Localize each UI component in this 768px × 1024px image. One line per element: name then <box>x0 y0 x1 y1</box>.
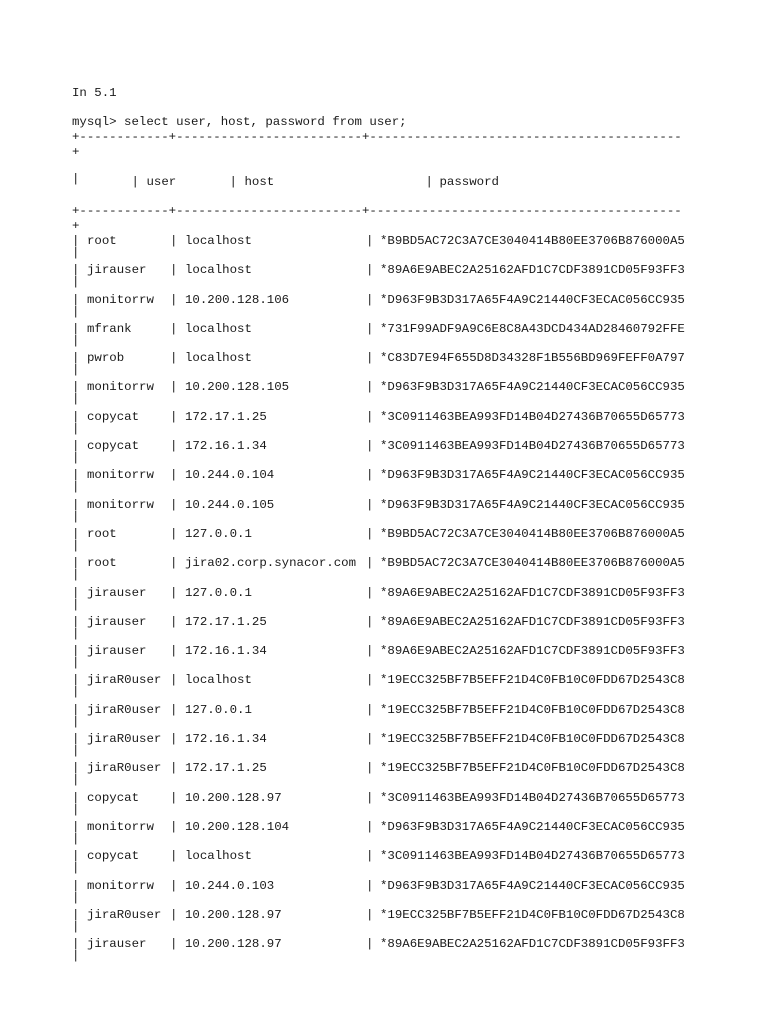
table-row <box>72 791 712 820</box>
table-row <box>72 673 712 702</box>
cell-user: jirauser <box>87 937 147 952</box>
table-row <box>72 820 712 849</box>
column-divider: | <box>366 380 374 395</box>
cell-user: jiraR0user <box>87 702 162 717</box>
row-end-divider: | <box>72 773 80 788</box>
row-end-divider: | <box>72 831 80 846</box>
table-row <box>72 439 712 468</box>
cell-password: *D963F9B3D317A65F4A9C21440CF3ECAC056CC935 <box>380 292 685 307</box>
cell-password: *B9BD5AC72C3A7CE3040414B80EE3706B876000A5 <box>380 556 685 571</box>
cell-user: copycat <box>87 849 140 864</box>
cell-password: *89A6E9ABEC2A25162AFD1C7CDF3891CD05F93FF3 <box>380 937 685 952</box>
cell-host: 172.16.1.34 <box>185 732 267 747</box>
column-divider: | <box>72 263 80 278</box>
cell-user: jiraR0user <box>87 673 162 688</box>
cell-host: localhost <box>185 351 252 366</box>
column-divider: | <box>366 439 374 454</box>
column-divider: | <box>366 614 374 629</box>
column-divider: | <box>72 614 80 629</box>
column-divider: | <box>366 234 374 248</box>
cell-host: localhost <box>185 321 252 336</box>
table-row <box>72 468 712 497</box>
cell-user: monitorrw <box>87 497 154 512</box>
column-divider: | <box>72 937 80 952</box>
row-end-divider: | <box>72 714 80 729</box>
column-divider: | <box>72 585 80 600</box>
cell-password: *19ECC325BF7B5EFF21D4C0FB10C0FDD67D2543C8 <box>380 732 685 747</box>
row-end-divider: | <box>72 421 80 436</box>
cell-host: 172.17.1.25 <box>185 409 267 424</box>
table-row <box>72 908 712 937</box>
cell-password: *89A6E9ABEC2A25162AFD1C7CDF3891CD05F93FF3 <box>380 263 685 278</box>
column-divider: | <box>366 819 374 834</box>
column-divider: | <box>170 321 178 336</box>
table-row <box>72 527 712 556</box>
version-line: In 5.1 <box>72 86 117 100</box>
cell-host: 172.16.1.34 <box>185 439 267 454</box>
column-divider: | <box>366 263 374 278</box>
cell-user: pwrob <box>87 351 125 366</box>
column-divider: | <box>170 409 178 424</box>
cell-user: jirauser <box>87 263 147 278</box>
cell-password: *19ECC325BF7B5EFF21D4C0FB10C0FDD67D2543C8 <box>380 761 685 776</box>
document-page <box>72 86 712 966</box>
cell-user: jiraR0user <box>87 732 162 747</box>
row-end-divider: | <box>72 597 80 612</box>
table-row <box>72 703 712 732</box>
column-divider: | <box>366 790 374 805</box>
row-end-divider: | <box>72 509 80 524</box>
cell-user: mfrank <box>87 321 132 336</box>
table-row <box>72 732 712 761</box>
column-divider: | <box>366 907 374 922</box>
cell-password: *B9BD5AC72C3A7CE3040414B80EE3706B876000A5 <box>380 526 685 541</box>
column-divider: | <box>72 819 80 834</box>
cell-host: localhost <box>185 849 252 864</box>
table-row <box>72 293 712 322</box>
column-divider: | <box>72 468 80 483</box>
cell-password: *89A6E9ABEC2A25162AFD1C7CDF3891CD05F93FF3 <box>380 585 685 600</box>
cell-user: copycat <box>87 439 140 454</box>
column-divider: | <box>366 732 374 747</box>
column-divider: | <box>366 585 374 600</box>
column-divider: | <box>366 526 374 541</box>
query-line: mysql> select user, host, password from user; <box>72 115 407 129</box>
column-divider: | <box>170 673 178 688</box>
row-end-divider: | <box>72 568 80 583</box>
table-row <box>72 351 712 380</box>
cell-user: copycat <box>87 409 140 424</box>
row-end-divider: | <box>72 392 80 407</box>
row-end-divider: | <box>72 538 80 553</box>
column-divider: | <box>170 292 178 307</box>
cell-host: 172.17.1.25 <box>185 614 267 629</box>
cell-host: localhost <box>185 673 252 688</box>
row-end-divider: | <box>72 363 80 378</box>
column-divider: | <box>72 439 80 454</box>
column-divider: | <box>72 907 80 922</box>
cell-host: 10.244.0.103 <box>185 878 275 893</box>
cell-password: *D963F9B3D317A65F4A9C21440CF3ECAC056CC935 <box>380 497 685 512</box>
table-row <box>72 644 712 673</box>
cell-user: monitorrw <box>87 878 154 893</box>
cell-host: 10.200.128.106 <box>185 292 290 307</box>
cell-host: jira02.corp.synacor.com <box>185 556 357 571</box>
column-divider: | <box>170 761 178 776</box>
cell-password: *D963F9B3D317A65F4A9C21440CF3ECAC056CC935 <box>380 380 685 395</box>
column-divider: | <box>170 644 178 659</box>
cell-password: *D963F9B3D317A65F4A9C21440CF3ECAC056CC935 <box>380 878 685 893</box>
cell-host: 127.0.0.1 <box>185 702 252 717</box>
column-divider: | <box>366 497 374 512</box>
column-divider: | <box>170 497 178 512</box>
column-divider: | <box>72 732 80 747</box>
column-divider: | <box>229 175 237 189</box>
cell-password: *3C0911463BEA993FD14B04D27436B70655D65773 <box>380 790 685 805</box>
column-divider: | <box>366 556 374 571</box>
row-end-divider: | <box>72 480 80 495</box>
cell-user: jirauser <box>87 644 147 659</box>
cell-user: root <box>87 234 117 248</box>
table-row <box>72 263 712 292</box>
column-divider: | <box>72 878 80 893</box>
row-end-divider: | <box>72 275 80 290</box>
table-row <box>72 556 712 585</box>
cell-user: root <box>87 556 117 571</box>
column-divider: | <box>170 907 178 922</box>
cell-user: jirauser <box>87 614 147 629</box>
row-end-divider: | <box>72 246 80 260</box>
column-divider: | <box>72 761 80 776</box>
column-divider: | <box>170 790 178 805</box>
column-divider: | <box>72 526 80 541</box>
row-end-divider: | <box>72 802 80 817</box>
table-row <box>72 879 712 908</box>
row-end-divider: | <box>72 861 80 876</box>
column-divider: | <box>366 468 374 483</box>
cell-host: 127.0.0.1 <box>185 526 252 541</box>
column-header-user: user <box>146 175 177 189</box>
cell-user: copycat <box>87 790 140 805</box>
column-divider: | <box>72 790 80 805</box>
column-divider: | <box>170 556 178 571</box>
table-top-border: +------------+-------------------------+------------------------------------------ <box>72 130 682 144</box>
column-divider: | <box>170 585 178 600</box>
cell-user: jiraR0user <box>87 907 162 922</box>
cell-host: localhost <box>185 234 252 248</box>
column-divider: | <box>131 175 139 189</box>
cell-password: *D963F9B3D317A65F4A9C21440CF3ECAC056CC935 <box>380 819 685 834</box>
column-header-host: host <box>244 175 275 189</box>
row-end-divider: | <box>72 744 80 759</box>
cell-host: 10.244.0.104 <box>185 468 275 483</box>
cell-host: localhost <box>185 263 252 278</box>
table-row <box>72 322 712 351</box>
cell-password: *19ECC325BF7B5EFF21D4C0FB10C0FDD67D2543C8 <box>380 907 685 922</box>
column-divider: | <box>72 849 80 864</box>
table-row <box>72 498 712 527</box>
column-divider: | <box>170 263 178 278</box>
cell-password: *19ECC325BF7B5EFF21D4C0FB10C0FDD67D2543C8 <box>380 702 685 717</box>
cell-password: *3C0911463BEA993FD14B04D27436B70655D65773 <box>380 409 685 424</box>
cell-host: 10.200.128.97 <box>185 790 282 805</box>
column-divider: | <box>72 351 80 366</box>
column-divider: | <box>72 409 80 424</box>
table-header-row <box>72 160 712 204</box>
cell-user: monitorrw <box>87 468 154 483</box>
table-row <box>72 937 712 966</box>
column-divider: | <box>366 321 374 336</box>
column-divider: | <box>170 878 178 893</box>
column-divider: | <box>366 702 374 717</box>
cell-host: 10.200.128.97 <box>185 937 282 952</box>
row-end-divider: | <box>72 626 80 641</box>
cell-host: 172.17.1.25 <box>185 761 267 776</box>
cell-password: *D963F9B3D317A65F4A9C21440CF3ECAC056CC935 <box>380 468 685 483</box>
column-divider: | <box>72 292 80 307</box>
column-divider: | <box>170 702 178 717</box>
column-divider: | <box>72 702 80 717</box>
cell-password: *B9BD5AC72C3A7CE3040414B80EE3706B876000A5 <box>380 234 685 248</box>
row-end-divider: | <box>72 656 80 671</box>
column-divider: | <box>170 351 178 366</box>
cell-user: root <box>87 526 117 541</box>
cell-password: *C83D7E94F655D8D34328F1B556BD969FEFF0A797 <box>380 351 685 366</box>
row-end-divider: | <box>72 333 80 348</box>
table-row <box>72 761 712 790</box>
cell-host: 10.244.0.105 <box>185 497 275 512</box>
result-table <box>72 130 712 966</box>
column-divider: | <box>366 351 374 366</box>
cell-user: jirauser <box>87 585 147 600</box>
column-divider: | <box>170 439 178 454</box>
table-row <box>72 849 712 878</box>
cell-user: monitorrw <box>87 819 154 834</box>
row-end-divider: | <box>72 304 80 319</box>
column-divider: | <box>72 234 80 248</box>
row-end-divider: | <box>72 172 80 186</box>
row-end-divider: | <box>72 890 80 905</box>
column-divider: | <box>425 175 433 189</box>
column-divider: | <box>366 292 374 307</box>
table-row <box>72 615 712 644</box>
table-border-plus: + <box>72 219 80 233</box>
row-end-divider: | <box>72 919 80 934</box>
cell-host: 10.200.128.97 <box>185 907 282 922</box>
column-divider: | <box>366 761 374 776</box>
row-end-divider: | <box>72 451 80 466</box>
table-row <box>72 234 712 263</box>
column-divider: | <box>366 644 374 659</box>
cell-user: monitorrw <box>87 380 154 395</box>
column-divider: | <box>170 849 178 864</box>
column-divider: | <box>366 937 374 952</box>
table-row <box>72 410 712 439</box>
cell-user: monitorrw <box>87 292 154 307</box>
table-body <box>72 234 712 966</box>
cell-password: *3C0911463BEA993FD14B04D27436B70655D65773 <box>380 439 685 454</box>
column-divider: | <box>366 409 374 424</box>
column-divider: | <box>72 497 80 512</box>
column-divider: | <box>366 673 374 688</box>
column-divider: | <box>170 380 178 395</box>
column-divider: | <box>72 556 80 571</box>
column-divider: | <box>72 380 80 395</box>
cell-password: *89A6E9ABEC2A25162AFD1C7CDF3891CD05F93FF3 <box>380 614 685 629</box>
column-divider: | <box>170 819 178 834</box>
column-divider: | <box>170 937 178 952</box>
column-divider: | <box>170 732 178 747</box>
row-end-divider: | <box>72 949 80 964</box>
column-divider: | <box>170 526 178 541</box>
column-divider: | <box>72 644 80 659</box>
table-row <box>72 586 712 615</box>
column-divider: | <box>366 849 374 864</box>
cell-host: 172.16.1.34 <box>185 644 267 659</box>
cell-host: 10.200.128.105 <box>185 380 290 395</box>
cell-password: *19ECC325BF7B5EFF21D4C0FB10C0FDD67D2543C8 <box>380 673 685 688</box>
cell-password: *89A6E9ABEC2A25162AFD1C7CDF3891CD05F93FF3 <box>380 644 685 659</box>
cell-user: jiraR0user <box>87 761 162 776</box>
table-border-plus: + <box>72 145 80 159</box>
column-header-password: password <box>439 175 499 189</box>
column-divider: | <box>170 614 178 629</box>
row-end-divider: | <box>72 685 80 700</box>
cell-host: 10.200.128.104 <box>185 819 290 834</box>
column-divider: | <box>170 234 178 248</box>
column-divider: | <box>72 321 80 336</box>
table-row <box>72 380 712 409</box>
column-divider: | <box>366 878 374 893</box>
cell-password: *3C0911463BEA993FD14B04D27436B70655D65773 <box>380 849 685 864</box>
table-header-border: +------------+-------------------------+------------------------------------------ <box>72 204 682 218</box>
column-divider: | <box>72 673 80 688</box>
cell-host: 127.0.0.1 <box>185 585 252 600</box>
cell-password: *731F99ADF9A9C6E8C8A43DCD434AD28460792FFE <box>380 321 685 336</box>
column-divider: | <box>170 468 178 483</box>
